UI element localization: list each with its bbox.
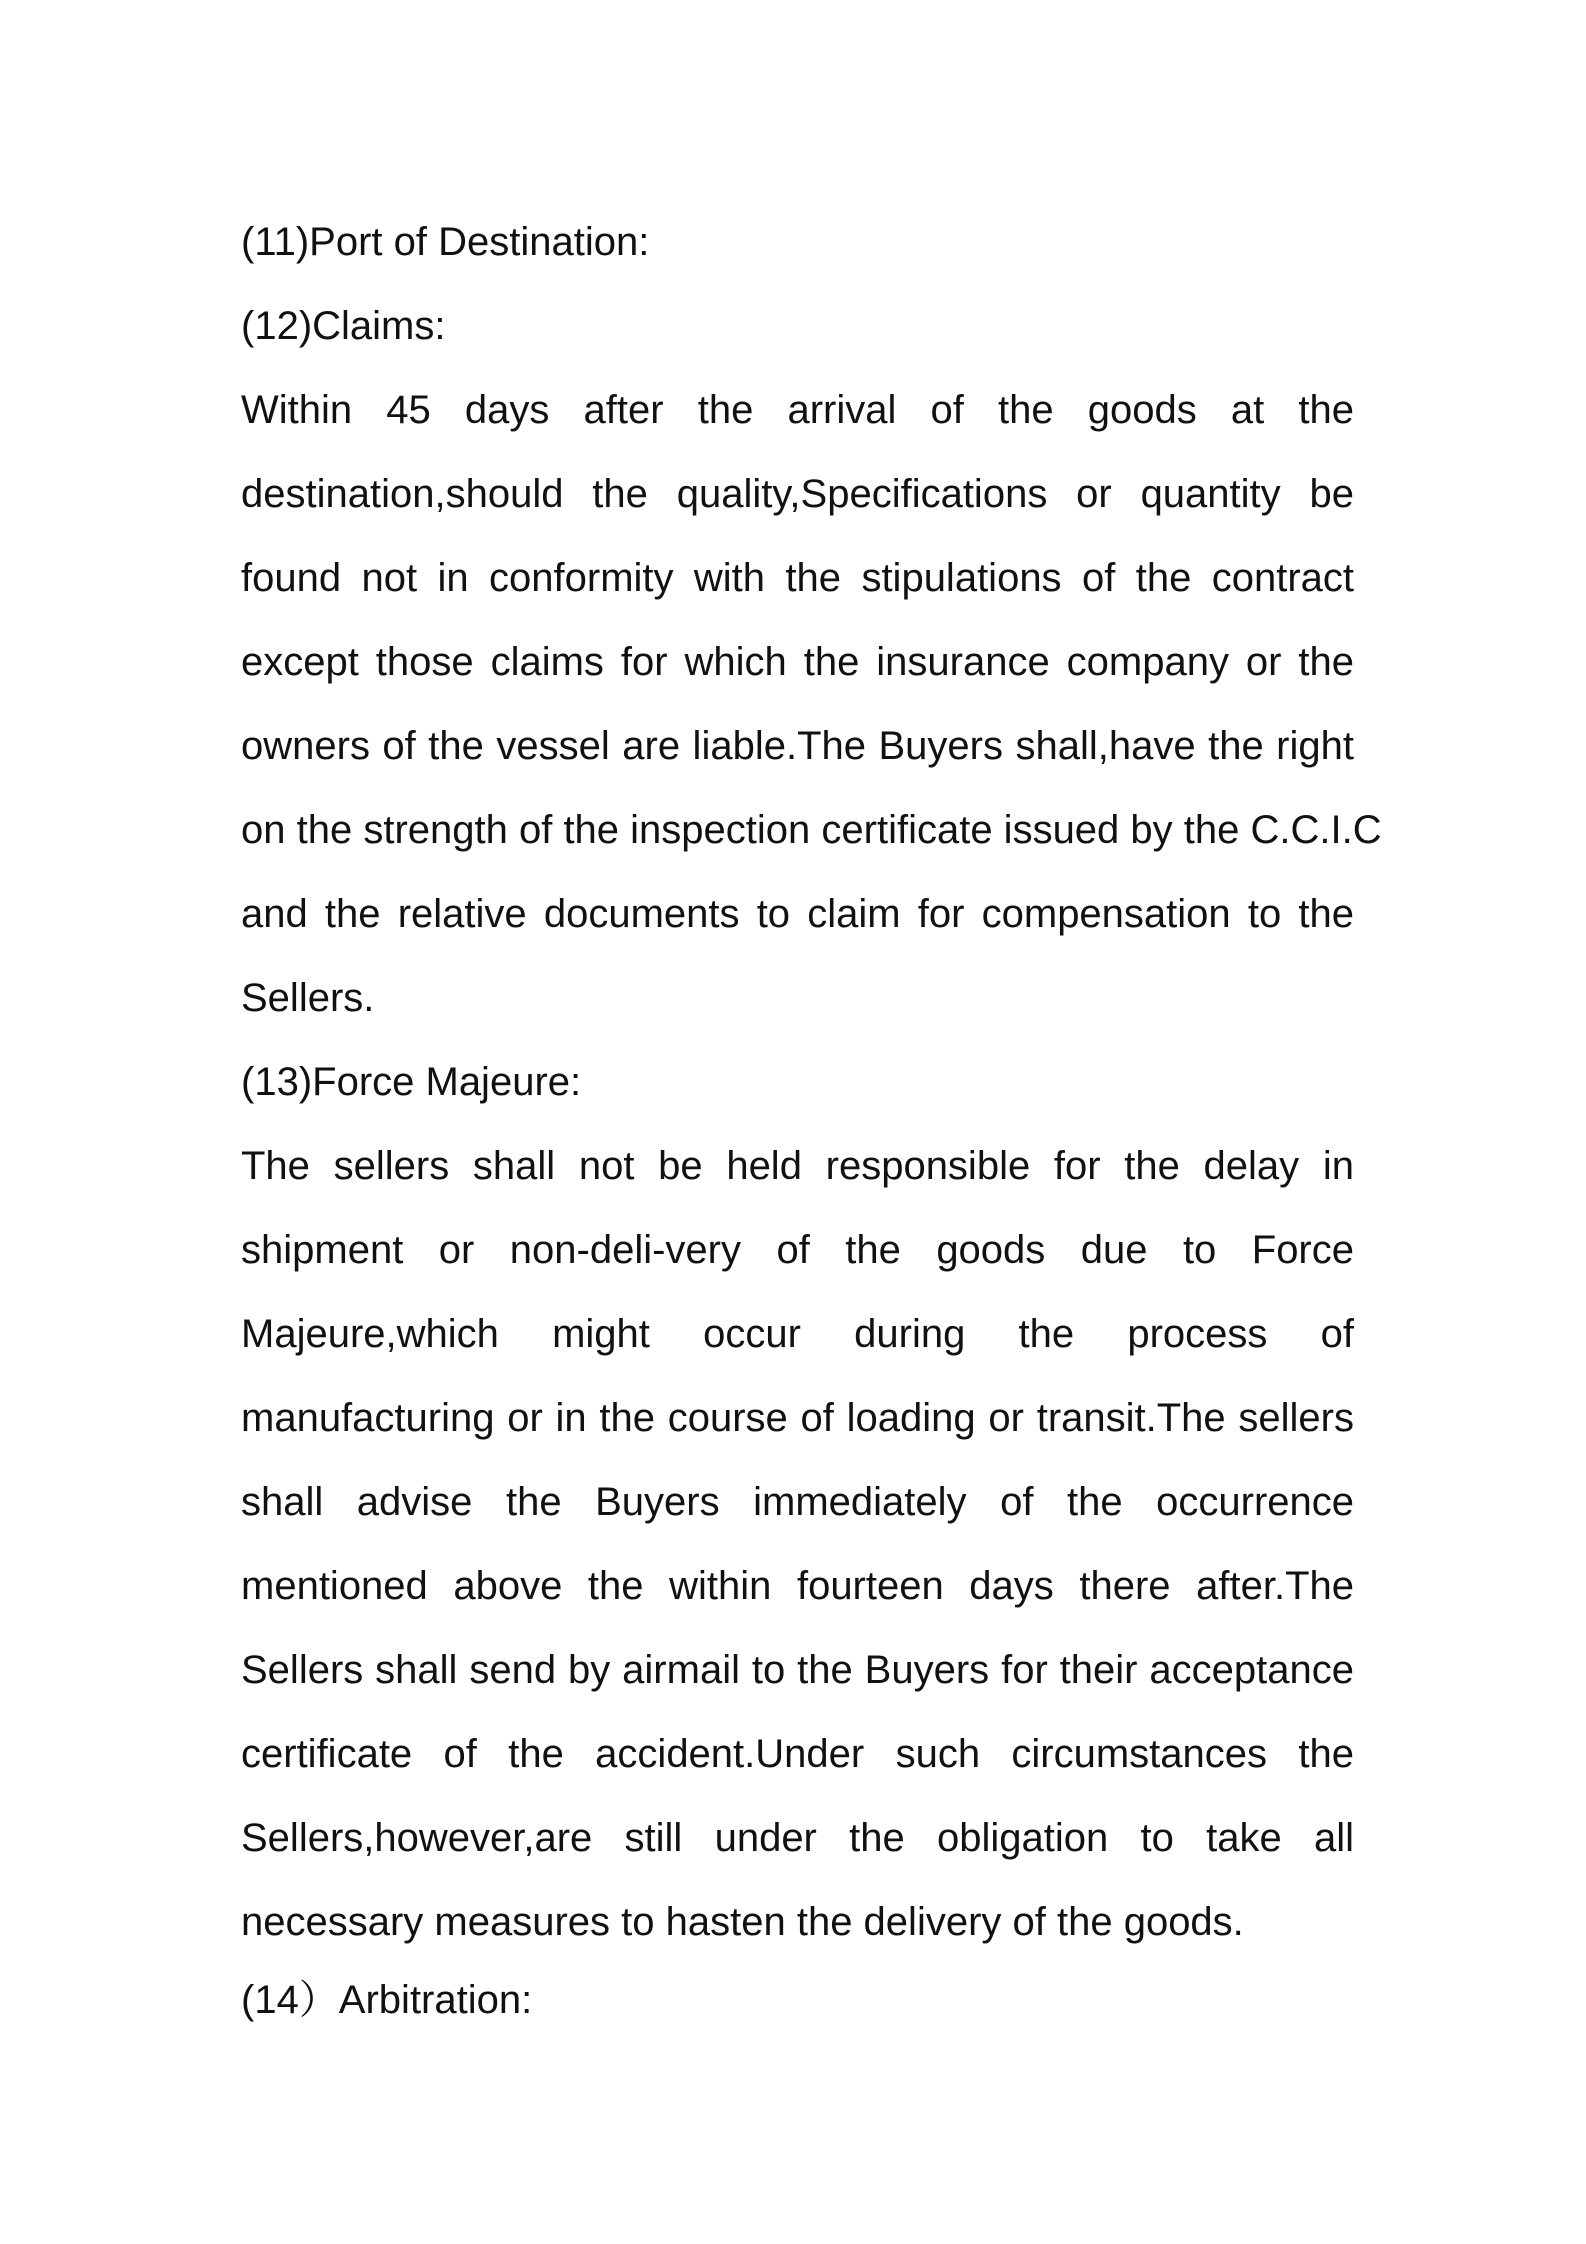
paragraph-line: The sellers shall not be held responsible for the delay in — [241, 1144, 1354, 1188]
paragraph-line: Within 45 days after the arrival of the goods at the — [241, 388, 1354, 432]
paragraph-line: destination,should the quality,Specifications or quantity be — [241, 472, 1354, 516]
force-majeure-paragraph — [241, 1124, 1354, 1964]
paragraph-line: necessary measures to hasten the delivery of the goods. — [241, 1900, 1244, 1944]
paragraph-line: certificate of the accident.Under such circumstances the — [241, 1732, 1354, 1776]
paragraph-line: found not in conformity with the stipulations of the contract — [241, 556, 1354, 600]
paragraph-line: Sellers. — [241, 976, 375, 1020]
claims-paragraph — [241, 368, 1382, 1040]
section-heading-port-of-destination: (11)Port of Destination: — [241, 220, 650, 264]
paragraph-line: and the relative documents to claim for compensation to the — [241, 892, 1354, 936]
section-heading-arbitration: (14）Arbitration: — [241, 1978, 533, 2022]
paragraph-line: except those claims for which the insurance company or the — [241, 640, 1354, 684]
paragraph-line: shipment or non-deli-very of the goods due to Force — [241, 1228, 1354, 1272]
paragraph-line: Sellers,however,are still under the obligation to take all — [241, 1816, 1354, 1860]
paragraph-line: on the strength of the inspection certificate issued by the C.C.I.C — [241, 808, 1382, 852]
paragraph-line: shall advise the Buyers immediately of the occurrence — [241, 1480, 1354, 1524]
section-heading-claims: (12)Claims: — [241, 304, 446, 348]
paragraph-line: mentioned above the within fourteen days there after.The — [241, 1564, 1354, 1608]
paragraph-line: Majeure,which might occur during the process of — [241, 1312, 1354, 1356]
document-body — [241, 200, 1382, 2042]
paragraph-line: manufacturing or in the course of loading or transit.The sellers — [241, 1396, 1354, 1440]
section-heading-force-majeure: (13)Force Majeure: — [241, 1060, 582, 1104]
paragraph-line: Sellers shall send by airmail to the Buyers for their acceptance — [241, 1648, 1354, 1692]
paragraph-line: owners of the vessel are liable.The Buyers shall,have the right — [241, 724, 1354, 768]
